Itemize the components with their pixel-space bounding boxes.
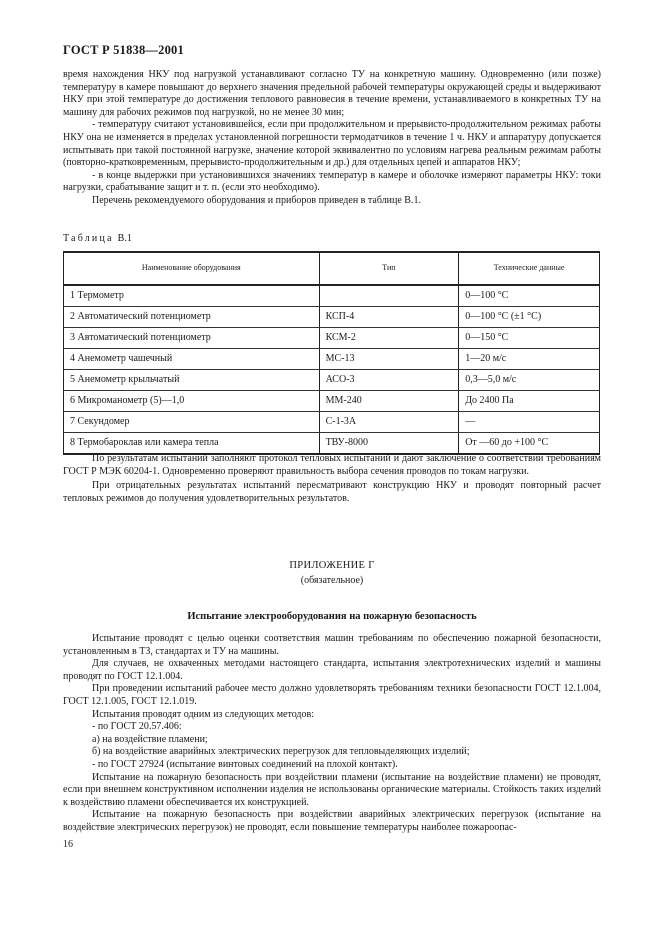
appendix-list-item: а) на воздействие пламени; bbox=[92, 733, 208, 745]
table-caption bbox=[63, 233, 132, 246]
cell-name: 5 Анемометр крыльчатый bbox=[64, 370, 320, 391]
intro-paragraph: время нахождения НКУ под нагрузкой устанавливают согласно ТУ на конкретную машину. Одновременно (или позже) температуру в камере повышают до верхнего значения предельной рабочей температуры окружающей среды и выдерживают НКУ при этой температуре до достижения теплового равновесия в течение времени, устанавливаемого в конкретных ТУ на машину для рабочих режимов под нагрузкой, но не менее 30 мин; bbox=[63, 69, 601, 118]
cell-name: 4 Анемометр чашечный bbox=[64, 349, 320, 370]
appendix-paragraph: Для случаев, не охваченных методами настоящего стандарта, испытания электротехнических изделий и машины проводят по ГОСТ 12.1.004. bbox=[63, 658, 601, 682]
intro-paragraph: - в конце выдержки при установившихся значениях температур в камере и оболочке измеряют параметры НКУ: токи нагрузки, срабатывание защит и т. п. (если это необходимо). bbox=[63, 169, 601, 194]
appendix-paragraph: Испытание на пожарную безопасность при воздействии пламени (испытание на воздействие пламени) не проводят, если при внешнем конструктивном исполнении изделия не использованы органические материалы. Стойкость таких изделий к воздействию пламени обеспечивается их конструкцией. bbox=[63, 771, 601, 808]
cell-name: 3 Автоматический потенциометр bbox=[64, 328, 320, 349]
after-table-text bbox=[63, 453, 601, 505]
table-row bbox=[64, 285, 600, 307]
cell-type bbox=[319, 285, 459, 307]
results-paragraph: По результатам испытаний заполняют протокол тепловых испытаний и дают заключение о соответствии требованиям ГОСТ Р МЭК 60204-1. Одновременно проверяют правильность выбора сечения проводов по токам нагрузки. bbox=[63, 453, 601, 477]
column-header-specs: Технические данные bbox=[459, 252, 600, 285]
cell-specs: 0—100 °С (±1 °С) bbox=[459, 307, 600, 328]
table-row bbox=[64, 349, 600, 370]
appendix-heading: Испытание электрооборудования на пожарную безопасность bbox=[187, 611, 477, 622]
equipment-table bbox=[63, 251, 600, 455]
column-header-name: Наименование оборудования bbox=[64, 252, 320, 285]
table-row bbox=[64, 370, 600, 391]
cell-name: 6 Микроманометр (5)—1,0 bbox=[64, 391, 320, 412]
table-row bbox=[64, 307, 600, 328]
cell-specs: До 2400 Па bbox=[459, 391, 600, 412]
document-header: ГОСТ Р 51838—2001 bbox=[63, 43, 184, 57]
cell-name: 1 Термометр bbox=[64, 285, 320, 307]
table-row bbox=[64, 328, 600, 349]
cell-type: С-1-3А bbox=[319, 412, 459, 433]
cell-name: 7 Секундомер bbox=[64, 412, 320, 433]
appendix-title: ПРИЛОЖЕНИЕ Г bbox=[289, 560, 375, 571]
cell-specs: — bbox=[459, 412, 600, 433]
cell-type: МС-13 bbox=[319, 349, 459, 370]
cell-specs: 1—20 м/с bbox=[459, 349, 600, 370]
appendix-text bbox=[63, 633, 601, 835]
appendix-subtitle: (обязательное) bbox=[300, 575, 364, 586]
results-paragraph: При отрицательных результатах испытаний пересматривают конструкцию НКУ и проводят повторный расчет тепловых режимов до получения удовлетворительных результатов. bbox=[63, 480, 601, 504]
table-row bbox=[64, 433, 600, 455]
intro-text bbox=[63, 69, 601, 208]
cell-specs: 0—100 °С bbox=[459, 285, 600, 307]
cell-specs: 0—150 °С bbox=[459, 328, 600, 349]
appendix-paragraph: При проведении испытаний рабочее место должно удовлетворять требованиям техники безопасности ГОСТ 12.1.004, ГОСТ 12.1.005, ГОСТ 12.1.019. bbox=[63, 683, 601, 707]
cell-type: АСО-3 bbox=[319, 370, 459, 391]
table-row bbox=[64, 391, 600, 412]
intro-paragraph: Перечень рекомендуемого оборудования и приборов приведен в таблице В.1. bbox=[92, 194, 421, 206]
cell-name: 2 Автоматический потенциометр bbox=[64, 307, 320, 328]
table-caption-label: Таблица bbox=[63, 233, 114, 244]
appendix-list-item: - по ГОСТ 20.57.406: bbox=[92, 721, 182, 733]
column-header-type: Тип bbox=[319, 252, 459, 285]
table-row bbox=[64, 412, 600, 433]
appendix-paragraph: Испытание проводят с целью оценки соответствия машин требованиям по обеспечению пожарной безопасности, установленным в ТЗ, стандартах и ТУ на машины. bbox=[63, 633, 601, 657]
cell-type: ММ-240 bbox=[319, 391, 459, 412]
appendix-paragraph: Испытание на пожарную безопасность при воздействии аварийных электрических перегрузок (испытание на воздействие электрических перегрузок) не проводят, если повышение температуры наиболее пожароопас- bbox=[63, 809, 601, 833]
cell-type: КСП-4 bbox=[319, 307, 459, 328]
intro-paragraph: - температуру считают установившейся, если при продолжительном и прерывисто-продолжительном режимах работы НКУ она не изменяется в пределах установленной погрешности термодатчиков в течение 1 ч. НКУ и аппаратуру допускается испытывать при такой постоянной нагрузке, значение которой эквивалентно по условиям нагрева реальным режимам работы (повторно-кратковременным, прерывисто-продолжительным и др.) для отдельных цепей и аппаратов НКУ; bbox=[63, 119, 601, 169]
cell-type: КСМ-2 bbox=[319, 328, 459, 349]
appendix-list-item: б) на воздействие аварийных электрических перегрузок для тепловыделяющих изделий; bbox=[92, 746, 470, 758]
cell-specs: От —60 до +100 °С bbox=[459, 433, 600, 455]
appendix-paragraph: Испытания проводят одним из следующих методов: bbox=[92, 708, 315, 720]
table-header-row bbox=[64, 252, 600, 285]
cell-type: ТВУ-8000 bbox=[319, 433, 459, 455]
appendix-list-item: - по ГОСТ 27924 (испытание винтовых соединений на плохой контакт). bbox=[92, 758, 398, 770]
cell-name: 8 Термобароклав или камера тепла bbox=[64, 433, 320, 455]
page-number: 16 bbox=[63, 839, 73, 850]
cell-specs: 0,3—5,0 м/с bbox=[459, 370, 600, 391]
table-caption-number: В.1 bbox=[117, 233, 132, 244]
